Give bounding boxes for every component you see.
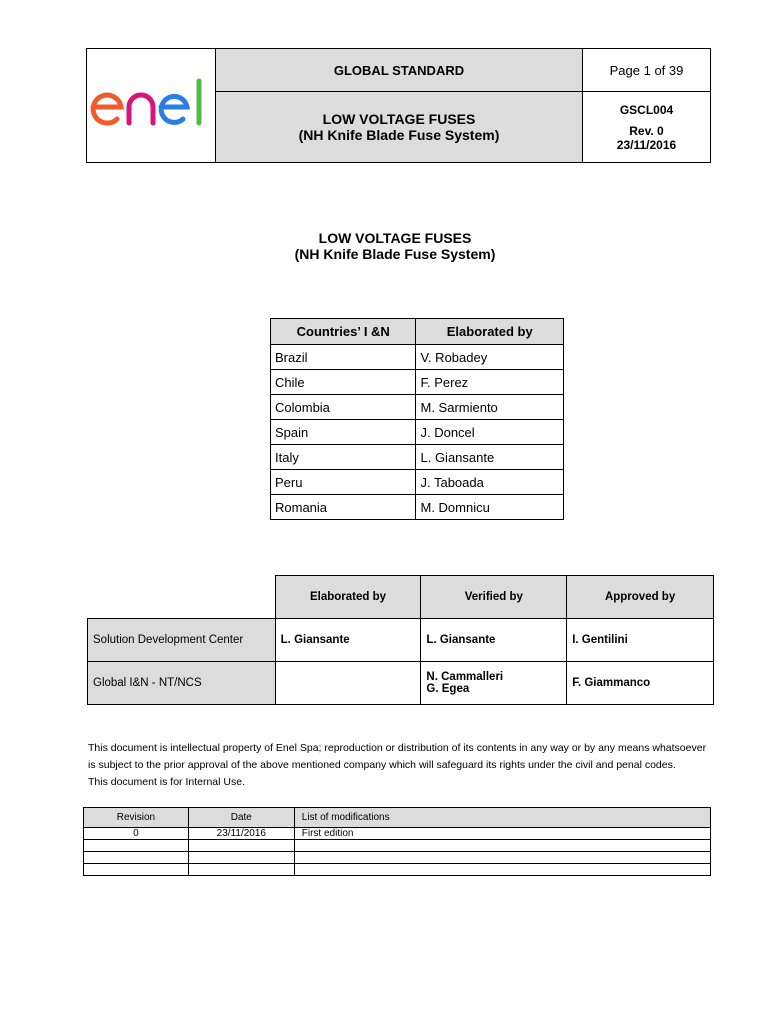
country-cell: Peru [271, 470, 416, 495]
table-row [84, 864, 711, 876]
header-title [216, 92, 582, 162]
table-header-row [271, 319, 564, 345]
approved-cell: I. Gentilini [567, 619, 714, 662]
elaborated-cell: L. Giansante [275, 619, 421, 662]
notice-line: This document is intellectual property of Enel Spa; reproduction or distribution of its contents in any way or by any means whatsoever [88, 742, 707, 754]
enel-logo-mark [87, 49, 216, 162]
country-cell: Chile [271, 370, 416, 395]
verified-cell [421, 619, 567, 662]
table-row [271, 445, 564, 470]
column-header: Date [188, 808, 294, 828]
revision-cell [84, 864, 189, 876]
table-row [271, 470, 564, 495]
header-title-line2: (NH Knife Blade Fuse System) [298, 127, 500, 143]
author-cell: L. Giansante [416, 445, 564, 470]
organization-cell: Solution Development Center [88, 619, 276, 662]
enel-logo [87, 49, 216, 162]
date-cell [188, 864, 294, 876]
table-row [84, 828, 711, 840]
column-header: Elaborated by [275, 576, 421, 619]
doc-revision: Rev. 0 [629, 123, 664, 138]
author-cell: M. Sarmiento [416, 395, 564, 420]
column-header: Approved by [567, 576, 714, 619]
doc-code: GSCL004 [619, 102, 674, 117]
country-cell: Romania [271, 495, 416, 520]
document-header [86, 48, 711, 163]
table-row [271, 420, 564, 445]
column-header: List of modifications [294, 808, 710, 828]
table-row [84, 840, 711, 852]
date-cell [188, 852, 294, 864]
countries-table [270, 318, 564, 520]
table-row [271, 345, 564, 370]
country-cell: Brazil [271, 345, 416, 370]
organization-cell: Global I&N - NT/NCS [88, 662, 276, 705]
verifier-name: G. Egea [426, 683, 470, 695]
doc-code-block [582, 92, 710, 162]
table-row [88, 662, 714, 705]
table-header-row [88, 576, 714, 619]
elaborated-cell [275, 662, 421, 705]
notice-line: is subject to the prior approval of the above mentioned company which will safeguard its rights under the civil and penal codes. [88, 759, 676, 771]
revision-table [83, 807, 711, 876]
modification-cell [294, 852, 710, 864]
country-cell: Colombia [271, 395, 416, 420]
doc-type: GLOBAL STANDARD [216, 49, 582, 92]
table-row [271, 395, 564, 420]
author-cell: F. Perez [416, 370, 564, 395]
verifier-name: N. Cammalleri [426, 671, 504, 683]
verified-cell [421, 662, 567, 705]
modification-cell: First edition [294, 828, 710, 840]
modification-cell [294, 864, 710, 876]
table-row [84, 852, 711, 864]
table-row [88, 619, 714, 662]
table-header-row [84, 808, 711, 828]
column-header: Revision [84, 808, 189, 828]
date-cell: 23/11/2016 [188, 828, 294, 840]
revision-cell: 0 [84, 828, 189, 840]
approved-cell: F. Giammanco [567, 662, 714, 705]
approval-table [87, 575, 714, 705]
country-cell: Italy [271, 445, 416, 470]
country-cell: Spain [271, 420, 416, 445]
confidentiality-notice [88, 740, 718, 791]
page-number: Page 1 of 39 [582, 49, 710, 92]
column-header: Verified by [421, 576, 567, 619]
author-cell: J. Taboada [416, 470, 564, 495]
page-title-line2: (NH Knife Blade Fuse System) [294, 246, 496, 262]
table-row [271, 495, 564, 520]
revision-cell [84, 840, 189, 852]
verifier-name: L. Giansante [426, 634, 496, 646]
column-header: Countries’ I &N [271, 319, 416, 345]
author-cell: V. Robadey [416, 345, 564, 370]
header-title-line1: LOW VOLTAGE FUSES [322, 111, 476, 127]
column-header: Elaborated by [416, 319, 564, 345]
empty-corner-cell [88, 576, 276, 619]
doc-date: 23/11/2016 [616, 137, 677, 152]
page-title [0, 230, 768, 262]
notice-line: This document is for Internal Use. [88, 776, 245, 788]
table-row [271, 370, 564, 395]
date-cell [188, 840, 294, 852]
page-title-line1: LOW VOLTAGE FUSES [318, 230, 472, 246]
author-cell: M. Domnicu [416, 495, 564, 520]
author-cell: J. Doncel [416, 420, 564, 445]
modification-cell [294, 840, 710, 852]
revision-cell [84, 852, 189, 864]
